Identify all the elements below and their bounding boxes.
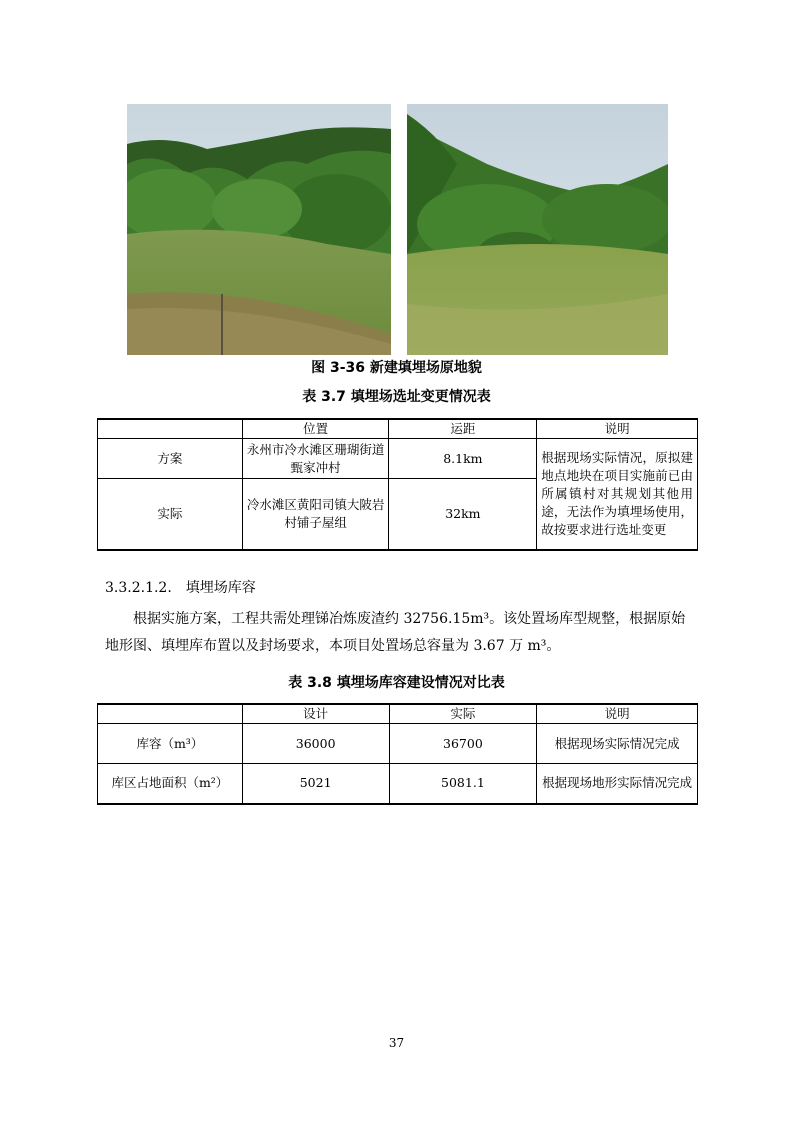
body-paragraph: 根据实施方案，工程共需处理锑冶炼废渣约 32756.15m³。该处置场库型规整，根据原始地形图、填埋库布置以及封场要求，本项目处置场总容量为 3.67 万 m³。 <box>105 611 686 654</box>
table-row <box>98 439 698 479</box>
table-3-7 <box>97 418 698 551</box>
actual-cell: 5081.1 <box>389 764 537 804</box>
note-cell: 根据现场实际情况，原拟建地点地块在项目实施前已由所属镇村对其规划其他用途，无法作为填埋场使用，故按要求进行选址变更 <box>537 439 698 550</box>
table-3-7-title: 表 3.7 填埋场选址变更情况表 <box>302 389 491 405</box>
row-label: 方案 <box>98 439 243 479</box>
row-label: 实际 <box>98 479 243 550</box>
section-heading: 3.3.2.1.2. 填埋场库容 <box>105 580 256 596</box>
row-label: 库区占地面积（m²） <box>98 764 243 804</box>
header-cell-location: 位置 <box>242 419 389 439</box>
table-row <box>98 764 698 804</box>
note-cell: 根据现场实际情况完成 <box>537 724 698 764</box>
table-3-8 <box>97 703 698 805</box>
header-cell-empty <box>98 704 243 724</box>
page-number: 37 <box>388 1036 405 1050</box>
table-header-row <box>98 704 698 724</box>
table-header-row <box>98 419 698 439</box>
header-cell-distance: 运距 <box>389 419 537 439</box>
header-cell-actual: 实际 <box>389 704 537 724</box>
note-cell: 根据现场地形实际情况完成 <box>537 764 698 804</box>
table-row <box>98 724 698 764</box>
distance-cell: 8.1km <box>389 439 537 479</box>
header-cell-empty <box>98 419 243 439</box>
table-3-8-title: 表 3.8 填埋场库容建设情况对比表 <box>288 675 505 691</box>
header-cell-note: 说明 <box>537 419 698 439</box>
site-photo-right <box>407 104 668 355</box>
header-cell-note: 说明 <box>537 704 698 724</box>
actual-cell: 36700 <box>389 724 537 764</box>
location-cell: 冷水滩区黄阳司镇大陂岩村铺子屋组 <box>242 479 389 550</box>
header-cell-design: 设计 <box>242 704 389 724</box>
distance-cell: 32km <box>389 479 537 550</box>
site-photo-left <box>127 104 391 355</box>
location-cell: 永州市冷水滩区珊瑚街道甄家冲村 <box>242 439 389 479</box>
figure-caption: 图 3-36 新建填埋场原地貌 <box>311 360 482 376</box>
design-cell: 36000 <box>242 724 389 764</box>
design-cell: 5021 <box>242 764 389 804</box>
row-label: 库容（m³） <box>98 724 243 764</box>
